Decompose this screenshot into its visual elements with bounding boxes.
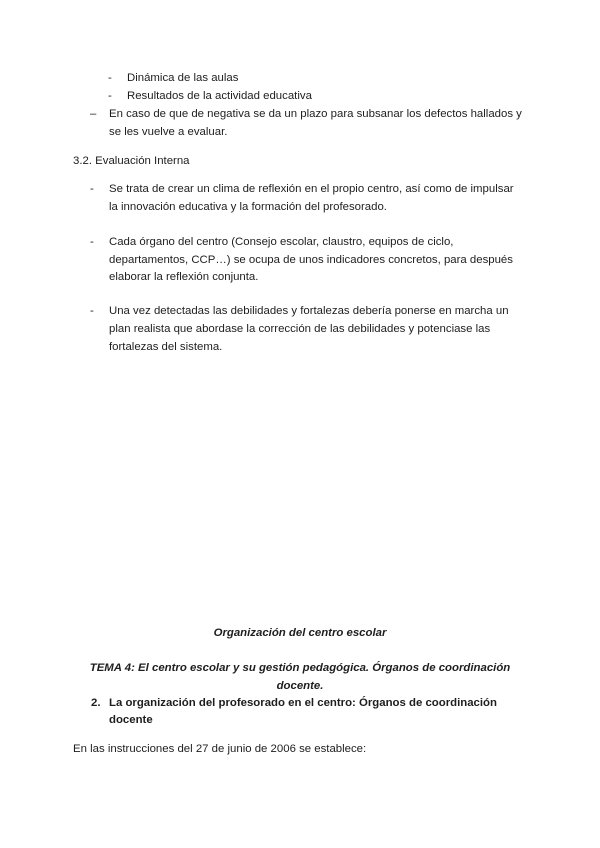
internal-item-line: Cada órgano del centro (Consejo escolar, claustro, equipos de ciclo,: [109, 236, 454, 248]
negative-item-line: se les vuelve a evaluar.: [109, 126, 228, 138]
internal-item-line: la innovación educativa y la formación del profesorado.: [109, 201, 387, 213]
internal-item-line: Se trata de crear un clima de reflexión en el propio centro, así como de impulsar: [109, 183, 514, 195]
internal-item-line: elaborar la reflexión conjunta.: [109, 271, 259, 283]
internal-item-line: departamentos, CCP…) se ocupa de unos indicadores concretos, para después: [109, 254, 513, 266]
internal-list-marker: -: [90, 183, 94, 195]
sub-list-marker: -: [108, 90, 112, 102]
numbered-heading-line1: La organización del profesorado en el centro: Órganos de coordinación: [109, 697, 497, 709]
main-list-marker: –: [90, 108, 97, 120]
negative-item-line: En caso de que de negativa se da un plazo para subsanar los defectos hallados y: [109, 108, 522, 120]
numbered-heading-line2: docente: [109, 714, 153, 726]
sub-list-item: Dinámica de las aulas: [127, 72, 239, 84]
internal-item-line: plan realista que abordase la corrección de las debilidades y potenciase las: [109, 323, 491, 335]
sub-list-item: Resultados de la actividad educativa: [127, 90, 312, 102]
numbered-heading-number: 2.: [91, 697, 101, 709]
sub-list-marker: -: [108, 72, 112, 84]
closing-paragraph: En las instrucciones del 27 de junio de 2006 se establece:: [73, 743, 367, 755]
tema-title-line2: docente.: [276, 680, 324, 692]
internal-item-line: Una vez detectadas las debilidades y fortalezas debería ponerse en marcha un: [109, 305, 509, 317]
internal-item-line: fortalezas del sistema.: [109, 341, 223, 353]
tema-title-line1: TEMA 4: El centro escolar y su gestión pedagógica. Órganos de coordinación: [89, 662, 511, 674]
internal-list-marker: -: [90, 305, 94, 317]
internal-list-marker: -: [90, 236, 94, 248]
section-heading: 3.2. Evaluación Interna: [73, 155, 190, 167]
org-title: Organización del centro escolar: [213, 627, 387, 639]
